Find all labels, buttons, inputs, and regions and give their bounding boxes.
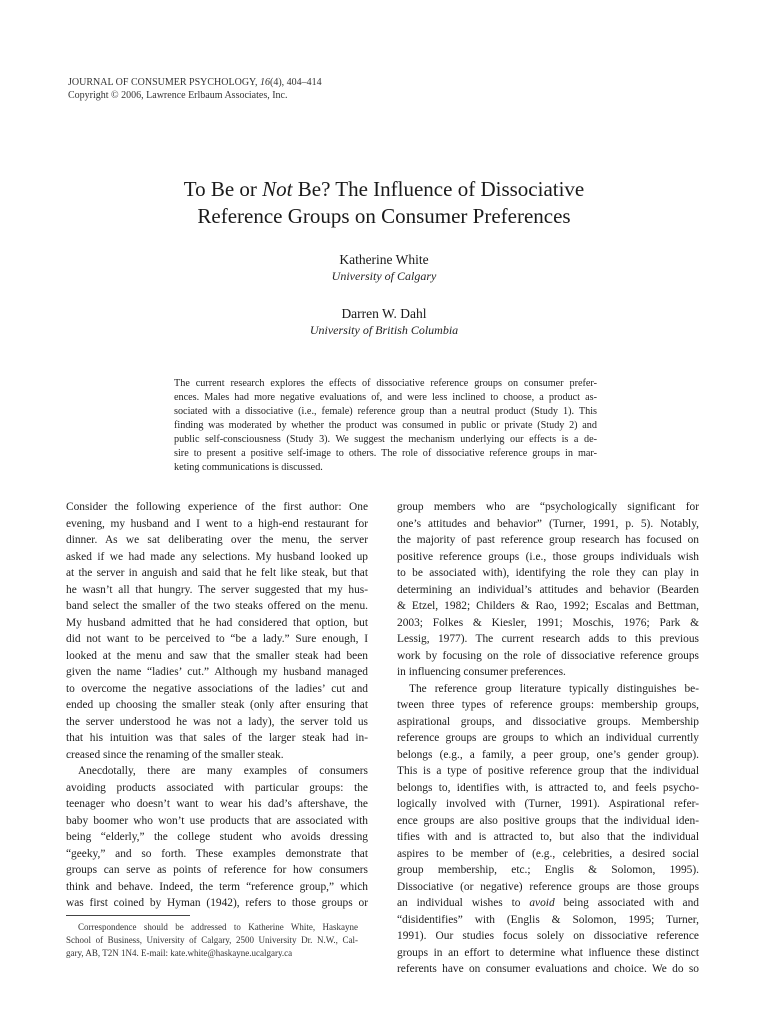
abstract-line: public self-consciousness (Study 3). We suggest the mechanism underlying our effects is a de- — [174, 434, 597, 445]
journal-citation — [68, 76, 322, 89]
body-column-right — [397, 499, 699, 978]
body-text-line: Anecdotally, there are many examples of consumers — [78, 765, 368, 777]
author-affiliation: University of British Columbia — [309, 323, 459, 337]
body-text-line: that his intuition was that sales of the larger steak had in- — [66, 732, 368, 744]
body-text-line: at the server in anguish and said that he felt like steak, but that — [66, 567, 368, 579]
body-text-line: aspires to be member of (e.g., celebrities, a desired social — [397, 847, 699, 860]
author-affiliation: University of Calgary — [331, 269, 437, 283]
title-line-2: Reference Groups on Consumer Preferences — [197, 204, 571, 228]
emphasis-word: avoid — [529, 897, 555, 909]
body-text-fragment: being associated with and — [554, 897, 699, 909]
copyright-notice: Copyright © 2006, Lawrence Erlbaum Associates, Inc. — [68, 90, 288, 101]
journal-volume: 16 — [259, 77, 270, 88]
footnote-divider — [66, 915, 190, 916]
body-text-line: The reference group literature typically distinguishes be- — [409, 682, 699, 695]
author-2 — [0, 305, 768, 338]
abstract-line: ences. Males had more negative evaluations of, and were less inclined to choose, a product as- — [174, 392, 597, 403]
body-text-line: group membership, etc.; Englis & Solomon, 1995). — [397, 864, 699, 876]
body-text-line: determining an individual’s attitudes and behavior (Bearden — [397, 583, 699, 596]
body-text-line: to overcome the negative associations of the ladies’ cut and — [66, 682, 368, 695]
body-text-line: Lessig, 1977). The current research adds to this previous — [397, 633, 699, 645]
abstract-line: The current research explores the effects of dissociative reference groups on consumer prefer- — [174, 378, 597, 389]
body-text-line: he wasn’t all that hungry. The server suggested that my hus- — [66, 583, 368, 596]
body-text-line: avoiding products associated with particular groups: the — [66, 781, 368, 794]
body-text-line: an individual wishes to avoid being associated with and — [397, 897, 699, 909]
title-part-a: To Be or — [183, 177, 263, 201]
footnote-line: gary, AB, T2N 1N4. E-mail: kate.white@haskayne.ucalgary.ca — [66, 948, 293, 958]
journal-header — [68, 76, 322, 102]
body-text-line: looked at the menu and saw that the smaller steak had been — [66, 649, 368, 662]
body-text-line: the majority of past reference group research has focused on — [397, 534, 699, 546]
body-text-line: one’s attitudes and behavior” (Turner, 1991, p. 5). Notably, — [397, 517, 699, 530]
body-text-line: 2003; Folkes & Kiesler, 1991; Moschis, 1976; Park & — [397, 616, 699, 629]
body-text-line: group members who are “psychologically significant for — [397, 501, 699, 513]
body-text-line: logically involved with (Turner, 1991). Aspirational refer- — [397, 798, 699, 810]
body-text-line: “disidentifies” with (Englis & Solomon, 1995; Turner, — [397, 913, 699, 926]
body-column-left — [66, 499, 368, 912]
body-text-line: the server understood he was not a lady), the server told us — [66, 715, 368, 728]
body-text-line: 1991). Our studies focus solely on dissociative reference — [397, 930, 699, 942]
journal-pages: (4), 404–414 — [269, 77, 322, 88]
author-1 — [0, 251, 768, 284]
body-text-line: to be associated with), identifying the role they can play in — [397, 567, 699, 579]
body-text-line: tifies with and is attracted to, but also that the individual — [397, 831, 699, 843]
abstract — [174, 377, 597, 475]
body-text-line: in influencing consumer preferences. — [397, 666, 566, 678]
body-text-line: ence groups are also positive groups that the individual iden- — [397, 814, 699, 827]
abstract-line: sociated with a dissociative (i.e., female) reference group than a neutral product (Study 1). This — [174, 406, 597, 417]
body-text-line: & Etzel, 1982; Childers & Rao, 1992; Escalas and Bettman, — [397, 600, 699, 612]
body-text-line: belongs to, identifies with, is attracted to, and feels psycho- — [397, 781, 699, 794]
footnote-line: Correspondence should be addressed to Katherine White, Haskayne — [78, 922, 358, 932]
article-title — [0, 176, 768, 230]
body-text-line: being “elderly,” the college student who avoids dressing — [66, 831, 368, 843]
title-italic-word: Not — [262, 177, 293, 201]
body-text-line: My husband admitted that he had considered that option, but — [66, 616, 368, 629]
body-text-line: baby boomer who won’t use products that are associated with — [66, 814, 368, 827]
body-text-line: Consider the following experience of the first author: One — [66, 501, 368, 513]
body-text-line: reference groups are groups to which an individual currently — [397, 732, 699, 744]
author-name: Katherine White — [339, 252, 429, 267]
body-text-line: evening, my husband and I went to a high-end restaurant for — [66, 517, 368, 530]
journal-name: JOURNAL OF CONSUMER PSYCHOLOGY, — [68, 77, 260, 88]
body-text-line: positive reference groups (i.e., those groups individuals wish — [397, 550, 699, 563]
title-line-1 — [0, 176, 768, 203]
body-text-line: groups can serve as points of reference for how consumers — [66, 864, 368, 876]
body-text-line: given the name “ladies’ cut.” Although my husband managed — [66, 666, 368, 678]
body-text-line: This is a type of positive reference group that the individual — [397, 765, 699, 777]
body-text-line: work by focusing on the role of dissociative reference groups — [397, 649, 699, 662]
body-text-line: asked if we had made any selections. My husband looked up — [66, 550, 368, 563]
body-text-line: ended up choosing the smaller steak (only after ensuring that — [66, 699, 368, 711]
body-text-line: belongs (e.g., a family, a peer group, one’s gender group). — [397, 748, 699, 761]
body-text-line: was first coined by Hyman (1942), refers to those groups or — [66, 897, 368, 909]
footnote-line: School of Business, University of Calgary, 2500 University Dr. N.W., Cal- — [66, 935, 358, 945]
abstract-line: sire to present a positive self-image to others. The role of dissociative reference groups in mar- — [174, 448, 597, 459]
body-text-line: creased since the renaming of the smaller steak. — [66, 748, 284, 761]
body-text-line: band select the smaller of the two steaks offered on the menu. — [66, 600, 368, 612]
body-text-line: aspirational groups, and dissociative groups. Membership — [397, 715, 699, 728]
body-text-line: dinner. As we sat deliberating over the menu, the server — [66, 534, 368, 546]
body-text-line: Dissociative (or negative) reference groups are those groups — [397, 880, 699, 893]
body-text-line: teenager who doesn’t want to wear his dad’s aftershave, the — [66, 798, 368, 810]
abstract-line: finding was moderated by whether the product was consumed in public or private (Study 2) and — [174, 420, 597, 431]
correspondence-footnote — [66, 921, 358, 960]
body-text-line: “geeky,” and so forth. These examples demonstrate that — [66, 847, 368, 860]
body-text-line: think and behave. Indeed, the term “reference group,” which — [66, 880, 368, 893]
body-text-line: did not want to be perceived to “be a lady.” Sure enough, I — [66, 633, 368, 645]
author-name: Darren W. Dahl — [341, 306, 427, 321]
body-text-line: tween three types of reference groups: membership groups, — [397, 699, 699, 711]
body-text-line: referents have on consumer evaluations and choice. We do so — [397, 963, 699, 975]
body-text-line: groups in an effort to determine what influence these distinct — [397, 946, 699, 959]
title-part-b: Be? The Influence of Dissociative — [292, 177, 585, 201]
abstract-line: keting communications is discussed. — [174, 462, 323, 473]
